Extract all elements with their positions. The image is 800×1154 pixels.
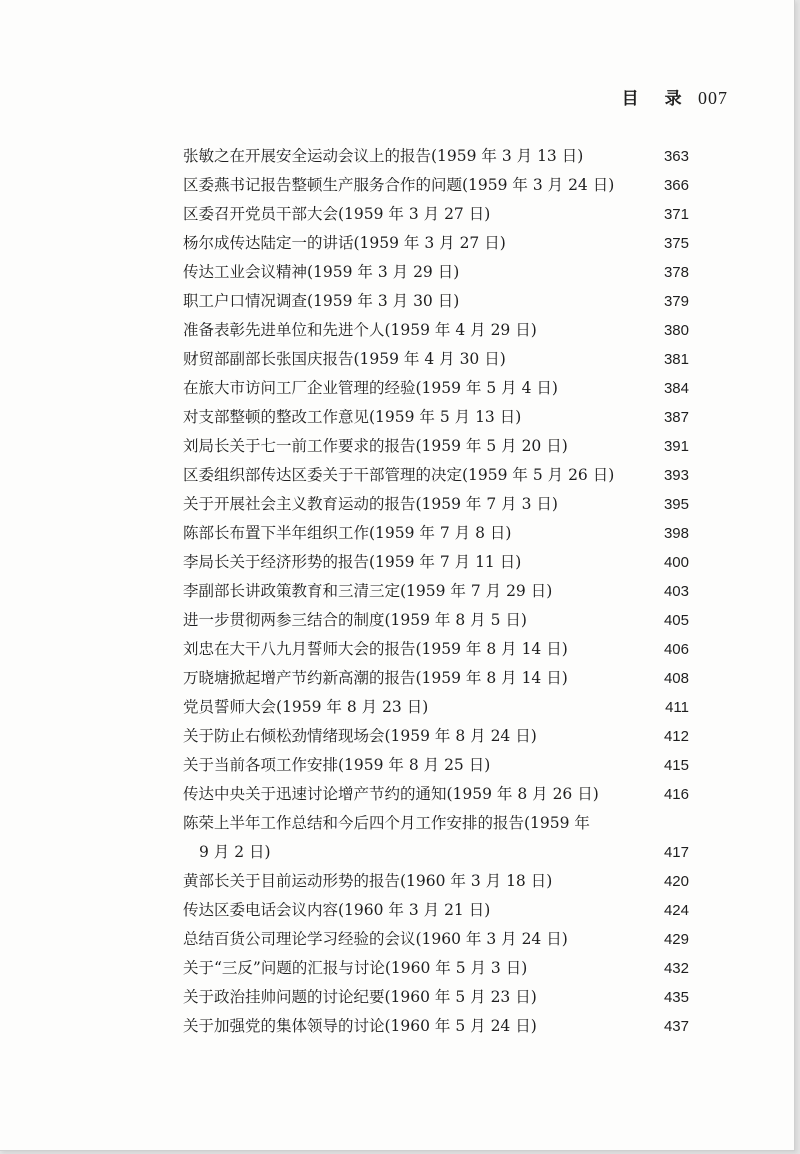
toc-entry-title-text: 刘忠在大干八九月誓师大会的报告(1959 年 8 月 14 日) — [183, 640, 568, 658]
toc-entry[interactable] — [183, 316, 689, 345]
toc-entry[interactable] — [183, 519, 689, 548]
toc-entry-title — [183, 548, 521, 577]
running-header — [622, 84, 728, 109]
toc-entry-title — [183, 664, 568, 693]
toc-entry[interactable] — [183, 287, 689, 316]
toc-entry-page-number: 416 — [663, 786, 689, 803]
toc-entry-title-continuation: 9 月 2 日) — [199, 843, 271, 861]
toc-entry-page-number: 363 — [663, 148, 689, 165]
toc-entry-title-text: 在旅大市访问工厂企业管理的经验(1959 年 5 月 4 日) — [183, 379, 558, 397]
toc-entry-title-text: 传达区委电话会议内容(1960 年 3 月 21 日) — [183, 901, 491, 919]
toc-entry-page-number: 429 — [663, 931, 689, 948]
toc-entry-title — [183, 287, 459, 316]
toc-entry-page-number: 379 — [663, 293, 689, 310]
toc-entry-page-number: 378 — [663, 264, 689, 281]
toc-entry-title — [183, 780, 599, 809]
toc-entry[interactable] — [183, 258, 689, 287]
toc-entry-title-text: 关于“三反”问题的汇报与讨论(1960 年 5 月 3 日) — [183, 959, 528, 977]
toc-entry-title — [183, 751, 490, 780]
toc-entry-page-number: 400 — [663, 554, 689, 571]
toc-entry-page-number: 411 — [665, 699, 689, 716]
toc-entry-page-number: 380 — [663, 322, 689, 339]
toc-entry-title-text: 万晓塘掀起增产节约新高潮的报告(1959 年 8 月 14 日) — [183, 669, 568, 687]
toc-entry-title — [183, 606, 527, 635]
toc-entry-title — [183, 403, 521, 432]
toc-entry-title — [183, 809, 590, 867]
toc-entry-title-text: 李副部长讲政策教育和三清三定(1959 年 7 月 29 日) — [183, 582, 553, 600]
toc-entry[interactable] — [183, 374, 689, 403]
header-title: 目 录 — [621, 89, 692, 109]
toc-entry-title-text: 职工户口情况调查(1959 年 3 月 30 日) — [183, 292, 460, 310]
toc-entry-title — [183, 200, 490, 229]
toc-entry-page-number: 415 — [663, 757, 689, 774]
toc-entry[interactable] — [183, 200, 689, 229]
toc-entry-page-number: 387 — [663, 409, 689, 426]
toc-entry-page-number: 417 — [663, 844, 689, 861]
toc-entry[interactable] — [183, 171, 689, 200]
toc-entry-title — [183, 258, 459, 287]
toc-entry-title — [183, 693, 428, 722]
toc-entry-title — [183, 461, 614, 490]
toc-entry[interactable] — [183, 751, 689, 780]
toc-entry-title-text: 传达中央关于迅速讨论增产节约的通知(1959 年 8 月 26 日) — [183, 785, 599, 803]
toc-entry-title-text: 关于当前各项工作安排(1959 年 8 月 25 日) — [183, 756, 491, 774]
toc-entry-title — [183, 171, 614, 200]
toc-entry-title-text: 进一步贯彻两参三结合的制度(1959 年 8 月 5 日) — [183, 611, 527, 629]
toc-entry-page-number: 366 — [663, 177, 689, 194]
toc-entry-title — [183, 954, 527, 983]
toc-entry[interactable] — [183, 403, 689, 432]
toc-entry-title — [183, 432, 568, 461]
toc-entry-title-text: 陈部长布置下半年组织工作(1959 年 7 月 8 日) — [183, 524, 512, 542]
toc-entry-title — [183, 345, 506, 374]
toc-entry[interactable] — [183, 925, 689, 954]
toc-entry-title-text: 财贸部副部长张国庆报告(1959 年 4 月 30 日) — [183, 350, 506, 368]
toc-entry[interactable] — [183, 432, 689, 461]
toc-entry-title-text: 陈荣上半年工作总结和今后四个月工作安排的报告(1959 年 — [183, 814, 590, 832]
toc-entry[interactable] — [183, 548, 689, 577]
toc-entry[interactable] — [183, 954, 689, 983]
toc-entry[interactable] — [183, 867, 689, 896]
toc-entry-page-number: 403 — [663, 583, 689, 600]
toc-entry[interactable] — [183, 229, 689, 258]
toc-entry-title-text: 准备表彰先进单位和先进个人(1959 年 4 月 29 日) — [183, 321, 537, 339]
toc-entry-page-number: 424 — [663, 902, 689, 919]
toc-entry-title — [183, 316, 537, 345]
toc-entry-title — [183, 577, 552, 606]
toc-entry-page-number: 384 — [663, 380, 689, 397]
toc-entry-page-number: 435 — [663, 989, 689, 1006]
header-page-number: 007 — [698, 88, 728, 108]
toc-entry-page-number: 381 — [663, 351, 689, 368]
toc-entry-page-number: 393 — [663, 467, 689, 484]
toc-entry[interactable] — [183, 664, 689, 693]
toc-entry-title-text: 区委召开党员干部大会(1959 年 3 月 27 日) — [183, 205, 491, 223]
toc-entry[interactable] — [183, 577, 689, 606]
toc-entry-title-text: 对支部整顿的整改工作意见(1959 年 5 月 13 日) — [183, 408, 522, 426]
toc-entry-title — [183, 925, 568, 954]
toc-entry[interactable] — [183, 606, 689, 635]
toc-entry-title-text: 张敏之在开展安全运动会议上的报告(1959 年 3 月 13 日) — [183, 147, 584, 165]
toc-entry-page-number: 405 — [663, 612, 689, 629]
toc-entry-page-number: 395 — [663, 496, 689, 513]
toc-entry-title-text: 关于加强党的集体领导的讨论(1960 年 5 月 24 日) — [183, 1017, 537, 1035]
toc-entry[interactable] — [183, 1012, 689, 1041]
toc-entry-title — [183, 896, 490, 925]
toc-entry[interactable] — [183, 461, 689, 490]
toc-entry-title-text: 刘局长关于七一前工作要求的报告(1959 年 5 月 20 日) — [183, 437, 568, 455]
toc-entry-title-text: 区委燕书记报告整顿生产服务合作的问题(1959 年 3 月 24 日) — [183, 176, 615, 194]
toc-entry-title-text: 传达工业会议精神(1959 年 3 月 29 日) — [183, 263, 460, 281]
toc-entry-title-text: 党员誓师大会(1959 年 8 月 23 日) — [183, 698, 429, 716]
toc-entry-title-text: 李局长关于经济形势的报告(1959 年 7 月 11 日) — [183, 553, 522, 571]
toc-entry-title — [183, 374, 558, 403]
toc-entry-title — [183, 229, 506, 258]
toc-entry-title-text: 关于政治挂帅问题的讨论纪要(1960 年 5 月 23 日) — [183, 988, 537, 1006]
toc-entry-page-number: 406 — [663, 641, 689, 658]
toc-entry[interactable] — [183, 490, 689, 519]
toc-entry-page-number: 391 — [663, 438, 689, 455]
toc-entry-title-text: 总结百货公司理论学习经验的会议(1960 年 3 月 24 日) — [183, 930, 568, 948]
toc-entry-title — [183, 635, 568, 664]
toc-entry[interactable] — [183, 896, 689, 925]
toc-entry-page-number: 420 — [663, 873, 689, 890]
toc-entry-title-text: 区委组织部传达区委关于干部管理的决定(1959 年 5 月 26 日) — [183, 466, 615, 484]
toc-entry-page-number: 437 — [663, 1018, 689, 1035]
toc-entry-title — [183, 983, 537, 1012]
toc-entry-page-number: 408 — [663, 670, 689, 687]
toc-entry[interactable] — [183, 780, 689, 809]
toc-entry-title-text: 黄部长关于目前运动形势的报告(1960 年 3 月 18 日) — [183, 872, 553, 890]
toc-entry-page-number: 432 — [663, 960, 689, 977]
toc-entry-title-text: 关于开展社会主义教育运动的报告(1959 年 7 月 3 日) — [183, 495, 558, 513]
toc-entry-title — [183, 1012, 537, 1041]
toc-entry[interactable] — [183, 693, 689, 722]
toc-entry-title-text: 杨尔成传达陆定一的讲话(1959 年 3 月 27 日) — [183, 234, 506, 252]
toc-entry-page-number: 398 — [663, 525, 689, 542]
toc-entry[interactable] — [183, 635, 689, 664]
toc-entry-title — [183, 722, 537, 751]
toc-entry[interactable] — [183, 142, 689, 171]
toc-entry-page-number: 371 — [663, 206, 689, 223]
toc-entry-title-text: 关于防止右倾松劲情绪现场会(1959 年 8 月 24 日) — [183, 727, 537, 745]
toc-entry-title — [183, 490, 558, 519]
toc-entry[interactable] — [183, 345, 689, 374]
table-of-contents — [183, 142, 689, 1041]
toc-entry[interactable] — [183, 983, 689, 1012]
toc-entry-title — [183, 519, 511, 548]
toc-entry[interactable] — [183, 809, 689, 867]
toc-entry[interactable] — [183, 722, 689, 751]
toc-entry-title — [183, 867, 552, 896]
toc-entry-page-number: 375 — [663, 235, 689, 252]
toc-entry-title — [183, 142, 583, 171]
toc-entry-page-number: 412 — [663, 728, 689, 745]
